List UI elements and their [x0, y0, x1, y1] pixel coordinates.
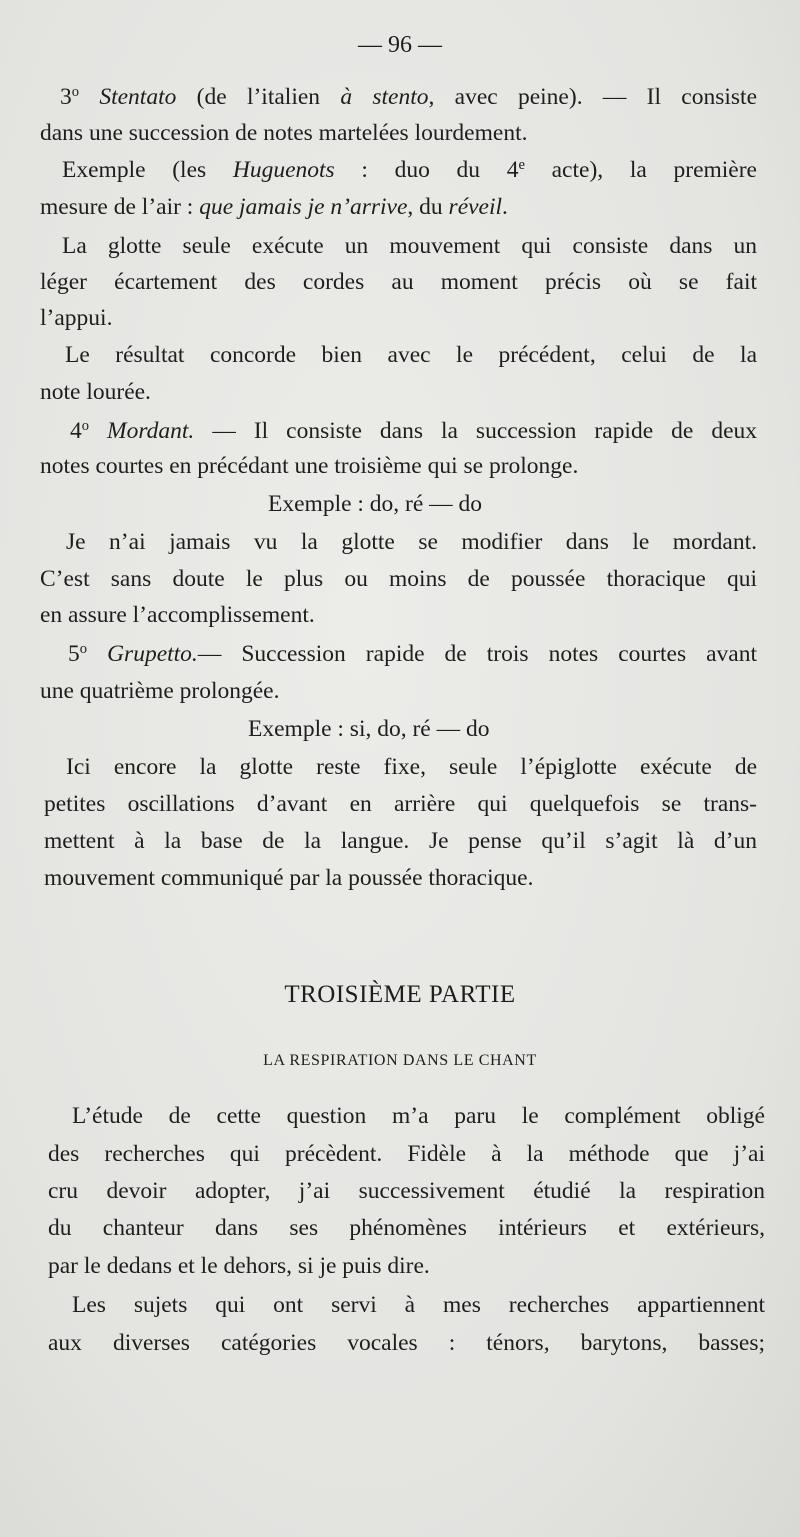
- text-line: Ici encore la glotte reste fixe, seule l’épiglotte exécute de: [66, 754, 757, 780]
- text-line: l’appui.: [40, 305, 113, 331]
- example-line: Exemple : si, do, ré — do: [248, 716, 490, 742]
- page-number: — 96 —: [358, 32, 442, 58]
- text-line: par le dedans et le dehors, si je puis dire.: [48, 1253, 430, 1279]
- text-line: L’étude de cette question m’a paru le complément obligé: [72, 1103, 765, 1129]
- text-line: du chanteur dans ses phénomènes intérieurs et extérieurs,: [48, 1215, 765, 1241]
- part-title: TROISIÈME PARTIE: [284, 981, 516, 1008]
- text-line: Exemple (les Huguenots : duo du 4e acte), la première: [62, 157, 757, 183]
- section-4-title: Mordant.: [107, 418, 195, 444]
- section-4-heading-line: 4$^o$ Mordant. — Il consiste dans la succession rapide de deux: [70, 418, 758, 444]
- text-line: mouvement communiqué par la poussée thoracique.: [44, 865, 534, 891]
- text-line: petites oscillations d’avant en arrière qui quelquefois se trans-: [44, 791, 757, 817]
- section-3-title: Stentato: [99, 84, 177, 110]
- text-line: Je n’ai jamais vu la glotte se modifier dans le mordant.: [66, 529, 757, 555]
- text-line: Le résultat concorde bien avec le précédent, celui de la: [65, 342, 757, 368]
- text-line: des recherches qui précèdent. Fidèle à la méthode que j’ai: [48, 1141, 765, 1167]
- text-line: mesure de l’air : que jamais je n’arrive, du réveil.: [40, 194, 508, 220]
- text-line: aux diverses catégories vocales : ténors, barytons, basses;: [48, 1330, 765, 1356]
- text-line: notes courtes en précédant une troisième qui se prolonge.: [40, 453, 579, 479]
- part-subtitle: LA RESPIRATION DANS LE CHANT: [263, 1052, 537, 1069]
- text-line: en assure l’accomplissement.: [40, 602, 315, 628]
- example-line: Exemple : do, ré — do: [268, 491, 483, 517]
- text-line: C’est sans doute le plus ou moins de poussée thoracique qui: [40, 566, 757, 592]
- text-line: dans une succession de notes martelées lourdement.: [40, 120, 528, 146]
- text-line: léger écartement des cordes au moment précis où se fait: [40, 269, 757, 295]
- text-line: Les sujets qui ont servi à mes recherches appartiennent: [72, 1292, 765, 1318]
- text-line: note lourée.: [40, 379, 151, 405]
- text-line: cru devoir adopter, j’ai successivement étudié la respiration: [48, 1178, 765, 1204]
- text-line: mettent à la base de la langue. Je pense qu’il s’agit là d’un: [44, 828, 757, 854]
- text-line: une quatrième prolongée.: [40, 678, 280, 704]
- section-5-heading-line: 5$^o$ Grupetto.— Succession rapide de trois notes courtes avant: [68, 641, 758, 667]
- section-5-title: Grupetto.: [107, 641, 198, 667]
- section-3-heading-line: 3$^o$ Stentato (de l’italien à stento, avec peine). — Il consiste: [60, 84, 757, 110]
- text-line: La glotte seule exécute un mouvement qui consiste dans un: [62, 233, 757, 259]
